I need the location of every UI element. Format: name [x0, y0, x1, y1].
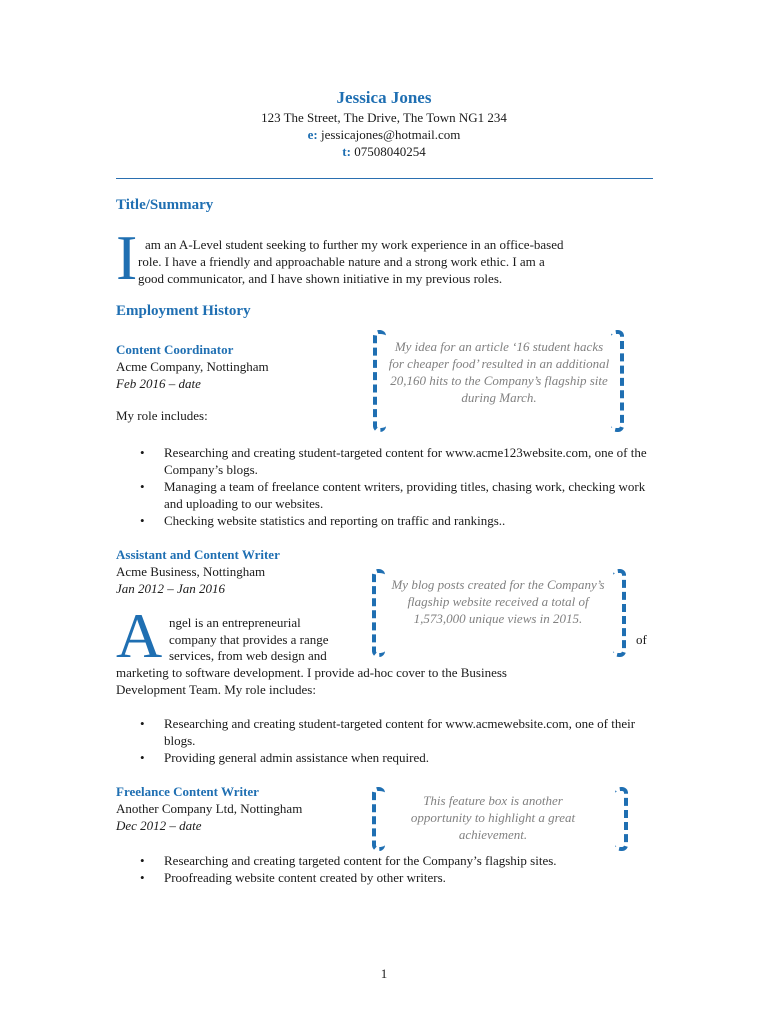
- intro-of: of: [636, 632, 647, 647]
- job-company: Acme Business, Nottingham: [116, 564, 266, 579]
- phone-line: [0, 144, 768, 160]
- summary-line-3: good communicator, and I have shown initiative in my previous roles.: [138, 271, 503, 286]
- summary-line-2: role. I have a friendly and approachable nature and a strong work ethic. I am a: [138, 254, 545, 269]
- intro-line-3: services, from web design and: [169, 648, 327, 663]
- summary-line-1: am an A-Level student seeking to further my work experience in an office-based: [145, 237, 564, 252]
- header-divider: [116, 178, 653, 179]
- job-title: Content Coordinator: [116, 342, 234, 357]
- candidate-name: Jessica Jones: [336, 88, 432, 107]
- phone-value: 07508040254: [354, 144, 426, 159]
- feature-bracket-right: [615, 787, 628, 851]
- employment-heading: Employment History: [116, 303, 251, 319]
- summary-heading: Title/Summary: [116, 197, 214, 213]
- job-dates: Jan 2012 – Jan 2016: [116, 581, 226, 596]
- job-intro: My role includes:: [116, 408, 208, 423]
- intro-line-5: Development Team. My role includes:: [116, 682, 316, 697]
- feature-bracket-left: [373, 330, 386, 432]
- job-company: Acme Company, Nottingham: [116, 359, 269, 374]
- job-dates: Feb 2016 – date: [116, 376, 201, 391]
- email-value: jessicajones@hotmail.com: [320, 127, 461, 142]
- intro-drop-cap: A: [116, 600, 163, 671]
- list-item: • Providing general admin assistance when required.: [140, 749, 650, 766]
- list-item: • Researching and creating student-targeted content for www.acme123website.com, one of the Company’s blogs.: [140, 444, 650, 478]
- intro-line-2: company that provides a range: [169, 632, 329, 647]
- feature-bracket-right: [613, 569, 626, 657]
- list-item: • Researching and creating student-targeted content for www.acmewebsite.com, one of their blogs.: [140, 715, 650, 749]
- job-bullets: [140, 444, 650, 529]
- page-number: 1: [380, 966, 388, 981]
- phone-label: t:: [342, 144, 351, 159]
- feature-bracket-right: [611, 330, 624, 432]
- email-line: [0, 127, 768, 143]
- job-bullets: [140, 715, 650, 766]
- list-item: • Managing a team of freelance content writers, providing titles, chasing work, checking work and uploading to our websites.: [140, 478, 650, 512]
- job-company: Another Company Ltd, Nottingham: [116, 801, 303, 816]
- address: 123 The Street, The Drive, The Town NG1 234: [261, 110, 507, 125]
- job-bullets: [140, 852, 650, 886]
- list-item: • Researching and creating targeted content for the Company’s flagship sites.: [140, 852, 650, 869]
- job-title: Assistant and Content Writer: [116, 547, 280, 562]
- feature-box-text: My idea for an article ‘16 student hacks for cheaper food’ resulted in an additional 20,160 hits to the Company’s flagship site during March.: [388, 339, 610, 405]
- intro-line-4: marketing to software development. I provide ad-hoc cover to the Business: [116, 665, 507, 680]
- email-label: e:: [307, 127, 318, 142]
- intro-line-1: ngel is an entrepreneurial: [169, 615, 301, 630]
- job-dates: Dec 2012 – date: [116, 818, 202, 833]
- summary-drop-cap: I: [116, 222, 138, 293]
- list-item: • Proofreading website content created by other writers.: [140, 869, 650, 886]
- job-title: Freelance Content Writer: [116, 784, 259, 799]
- feature-bracket-left: [372, 787, 385, 851]
- feature-box-text: My blog posts created for the Company’s flagship website received a total of 1,573,000 unique views in 2015.: [391, 577, 605, 626]
- list-item: • Checking website statistics and reporting on traffic and rankings..: [140, 512, 650, 529]
- feature-box-text: This feature box is another opportunity to highlight a great achievement.: [410, 793, 576, 842]
